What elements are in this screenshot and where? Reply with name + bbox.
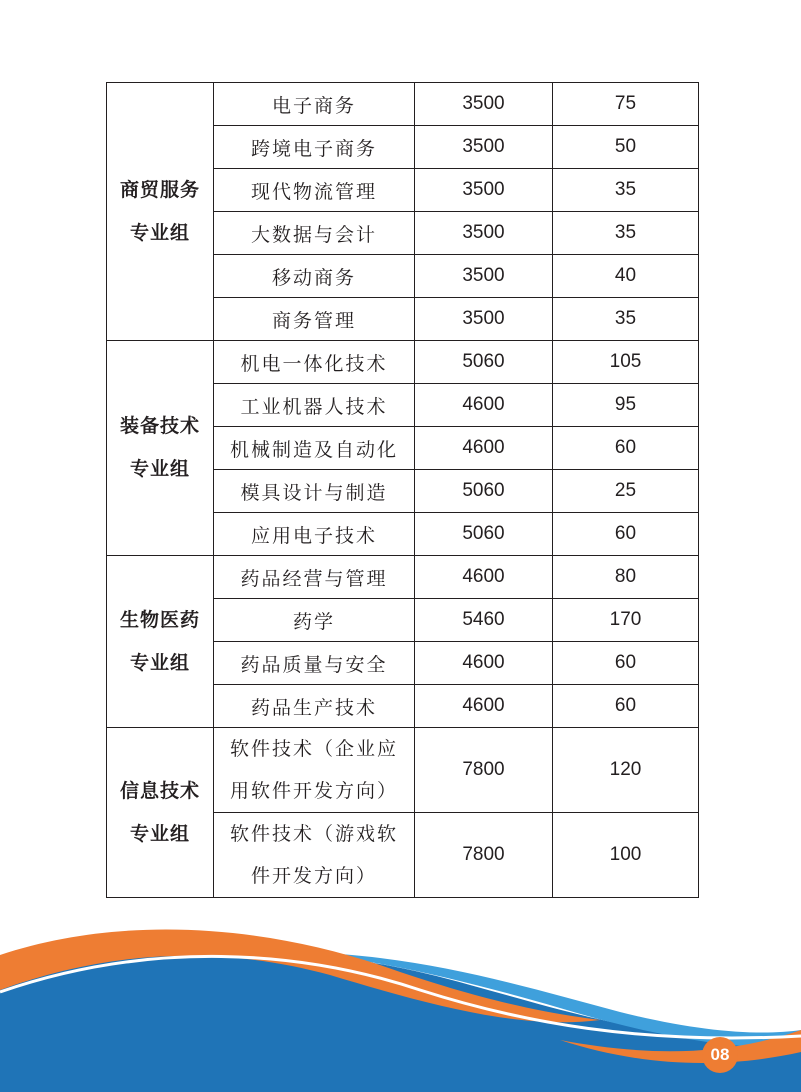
quota-cell: 75 xyxy=(553,83,699,126)
major-cell: 药品质量与安全 xyxy=(214,642,415,685)
major-line1: 软件技术（企业应 xyxy=(229,738,398,760)
quota-cell: 60 xyxy=(553,642,699,685)
fee-cell: 3500 xyxy=(415,212,553,255)
quota-cell: 170 xyxy=(553,599,699,642)
major-cell: 药品生产技术 xyxy=(214,685,415,728)
quota-cell: 120 xyxy=(553,728,699,813)
fee-cell: 4600 xyxy=(415,427,553,470)
quota-cell: 50 xyxy=(553,126,699,169)
group-name-line2: 专业组 xyxy=(129,221,190,244)
page-number: 08 xyxy=(710,1045,730,1064)
group-cell-it xyxy=(107,728,214,898)
major-cell: 现代物流管理 xyxy=(214,169,415,212)
major-cell: 机械制造及自动化 xyxy=(214,427,415,470)
enrollment-table xyxy=(106,82,699,898)
group-cell-equipment xyxy=(107,341,214,556)
major-cell: 电子商务 xyxy=(214,83,415,126)
table-row xyxy=(107,556,699,599)
fee-cell: 5060 xyxy=(415,470,553,513)
quota-cell: 105 xyxy=(553,341,699,384)
table-row xyxy=(107,83,699,126)
fee-cell: 3500 xyxy=(415,126,553,169)
group-name-line2: 专业组 xyxy=(129,458,190,480)
fee-cell: 3500 xyxy=(415,83,553,126)
group-name-line1: 信息技术 xyxy=(119,779,200,802)
major-cell: 药学 xyxy=(214,599,415,642)
major-cell: 移动商务 xyxy=(214,255,415,298)
major-cell: 工业机器人技术 xyxy=(214,384,415,427)
fee-cell: 4600 xyxy=(415,642,553,685)
quota-cell: 60 xyxy=(553,513,699,556)
major-cell xyxy=(214,728,415,813)
major-cell: 大数据与会计 xyxy=(214,212,415,255)
fee-cell: 4600 xyxy=(415,685,553,728)
major-cell: 药品经营与管理 xyxy=(214,556,415,599)
group-name-line2: 专业组 xyxy=(129,651,190,674)
fee-cell: 5460 xyxy=(415,599,553,642)
major-cell xyxy=(214,813,415,898)
fee-cell: 4600 xyxy=(415,556,553,599)
quota-cell: 95 xyxy=(553,384,699,427)
major-cell: 机电一体化技术 xyxy=(214,341,415,384)
major-line2: 件开发方向） xyxy=(250,865,377,887)
major-line2: 用软件开发方向） xyxy=(229,780,398,802)
quota-cell: 60 xyxy=(553,685,699,728)
quota-cell: 35 xyxy=(553,169,699,212)
quota-cell: 40 xyxy=(553,255,699,298)
quota-cell: 80 xyxy=(553,556,699,599)
table-row xyxy=(107,728,699,813)
table-row xyxy=(107,341,699,384)
quota-cell: 60 xyxy=(553,427,699,470)
quota-cell: 35 xyxy=(553,298,699,341)
major-cell: 商务管理 xyxy=(214,298,415,341)
quota-cell: 100 xyxy=(553,813,699,898)
group-cell-trade xyxy=(107,83,214,341)
major-line1: 软件技术（游戏软 xyxy=(229,823,398,845)
footer-wave-decoration xyxy=(0,905,801,1092)
enrollment-table-container xyxy=(106,82,699,898)
quota-cell: 25 xyxy=(553,470,699,513)
group-name-line2: 专业组 xyxy=(129,822,190,845)
fee-cell: 4600 xyxy=(415,384,553,427)
quota-cell: 35 xyxy=(553,212,699,255)
fee-cell: 5060 xyxy=(415,513,553,556)
major-cell: 应用电子技术 xyxy=(214,513,415,556)
fee-cell: 3500 xyxy=(415,255,553,298)
fee-cell: 7800 xyxy=(415,728,553,813)
fee-cell: 3500 xyxy=(415,169,553,212)
fee-cell: 7800 xyxy=(415,813,553,898)
fee-cell: 5060 xyxy=(415,341,553,384)
group-cell-biomedicine xyxy=(107,556,214,728)
major-cell: 模具设计与制造 xyxy=(214,470,415,513)
group-name-line1: 装备技术 xyxy=(119,415,200,437)
group-name-line1: 生物医药 xyxy=(119,608,200,631)
fee-cell: 3500 xyxy=(415,298,553,341)
major-cell: 跨境电子商务 xyxy=(214,126,415,169)
group-name-line1: 商贸服务 xyxy=(119,178,200,201)
